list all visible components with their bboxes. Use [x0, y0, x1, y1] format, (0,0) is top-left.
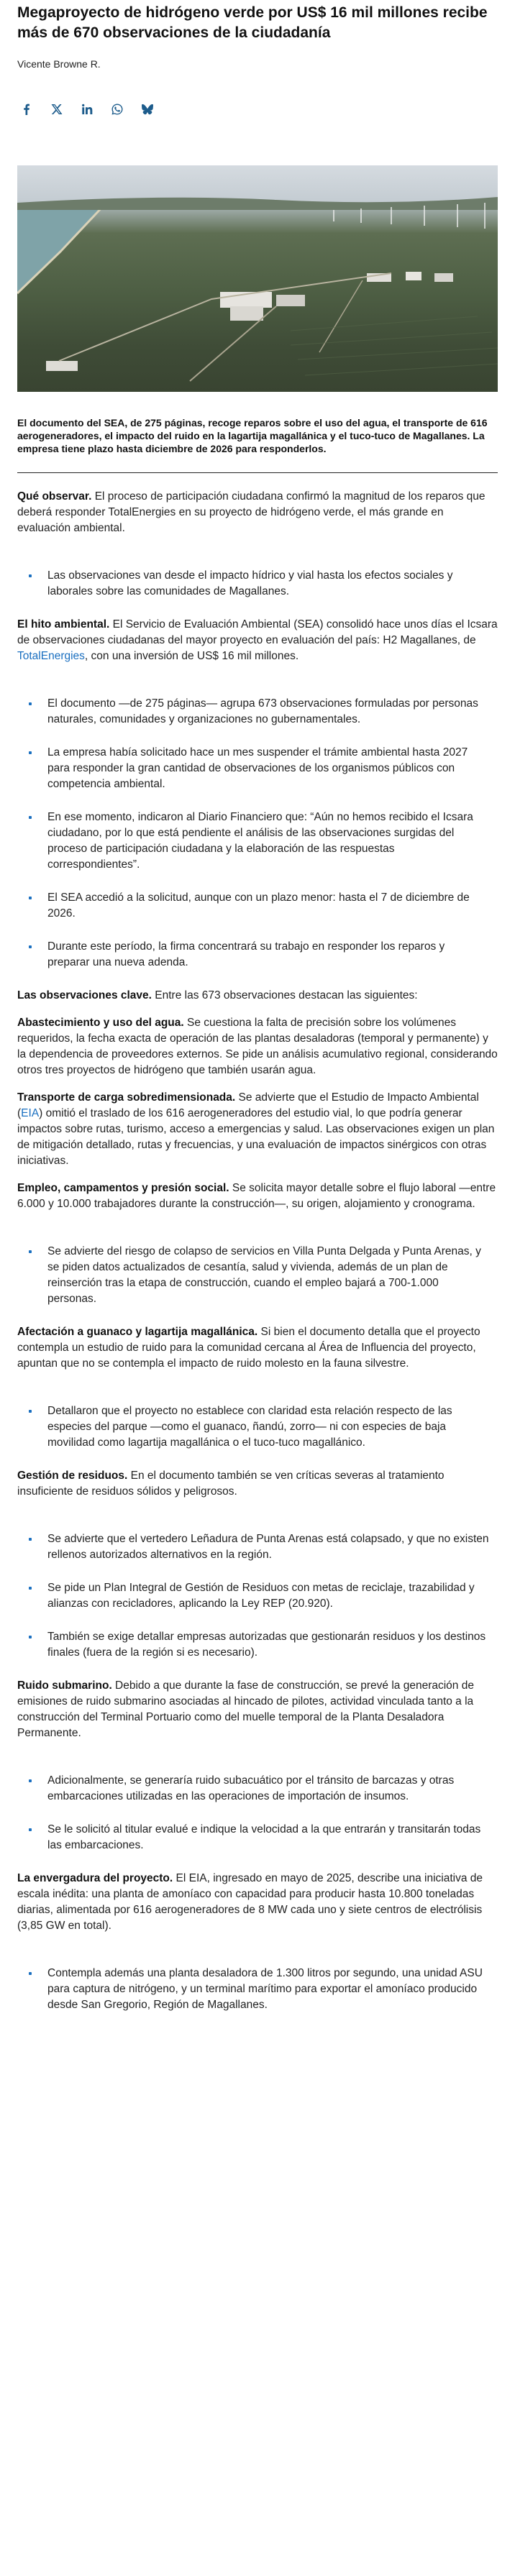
distant-hills — [17, 197, 498, 210]
paragraph-agua: Abastecimiento y uso del agua. Se cuestiona la falta de precisión sobre los volúmenes requeridos, la fecha exacta de operación de las plantas desaladoras (temporal y permanente) y la dependencia de proveedores externos. Se pide un análisis acumulativo regional, considerando otros tres proyectos de hidrógeno que también usarán agua. — [17, 1017, 498, 1076]
hero-image — [17, 165, 498, 392]
article-author: Vicente Browne R. — [17, 58, 101, 70]
paragraph-lead: Transporte de carga sobredimensionada. — [17, 1091, 236, 1104]
list-item: El SEA accedió a la solicitud, aunque con un plazo menor: hasta el 7 de diciembre de 2026. — [29, 890, 489, 922]
totalenergies-link[interactable]: TotalEnergies — [17, 650, 85, 662]
paragraph-lead: La envergadura del proyecto. — [17, 1872, 173, 1884]
eia-link[interactable]: EIA — [21, 1107, 40, 1119]
list-item: Se le solicitó al titular evalué e indique la velocidad a la que entrarán y transitarán todas las embarcaciones. — [29, 1822, 489, 1853]
whatsapp-share-button[interactable] — [108, 100, 127, 119]
bullet-list — [29, 696, 489, 971]
bluesky-icon — [142, 104, 153, 115]
paragraph-fauna: Afectación a guanaco y lagartija magallánica. Si bien el documento detalla que el proyecto contempla un estudio de ruido para la comunidad cercana al Área de Influencia del proyecto, apuntan que no se contempla el impacto de ruido molesto en la fauna silvestre. — [17, 1326, 480, 1370]
list-item: Las observaciones van desde el impacto hídrico y vial hasta los efectos sociales y laborales sobre las comunidades de Magallanes. — [29, 568, 489, 600]
paragraph-lead: Ruido submarino. — [17, 1679, 112, 1692]
access-road — [59, 273, 391, 361]
paragraph-hito-ambiental: El hito ambiental. El Servicio de Evaluación Ambiental (SEA) consolidó hace unos días el Icsara de observaciones ciudadanas del mayor proyecto en evaluación del país: H2 Magallanes, de TotalEnergies, con una inversión de US$ 16 mil millones. — [17, 618, 498, 662]
facebook-icon — [21, 104, 32, 115]
bluesky-share-button[interactable] — [138, 100, 157, 119]
paragraph-lead: Empleo, campamentos y presión social. — [17, 1182, 229, 1194]
paragraph-residuos: Gestión de residuos. En el documento también se ven críticas severas al tratamiento insuficiente de residuos sólidos y peligrosos. — [17, 1470, 445, 1498]
share-bar — [17, 100, 498, 119]
whatsapp-icon — [111, 104, 123, 115]
paragraph-empleo: Empleo, campamentos y presión social. Se solicita mayor detalle sobre el flujo laboral —entre 6.000 y 10.000 trabajadores durante la construcción—, su origen, alojamiento y cronograma. — [17, 1182, 496, 1210]
paragraph-ruido-submarino: Ruido submarino. Debido a que durante la fase de construcción, se prevé la generación de emisiones de ruido submarino asociadas al hincado de pilotes, actividad vinculada tanto a la construcción del Terminal Portuario como del muelle temporal de la Planta Desaladora Permanente. — [17, 1679, 474, 1739]
bullet-list — [29, 1966, 489, 2013]
list-item: Contempla además una planta desaladora de 1.300 litros por segundo, una unidad ASU para captura de nitrógeno, y un terminal marítimo para exportar el amoníaco producido desde San Gregorio, Región de Magallanes. — [29, 1966, 489, 2013]
bullet-list — [29, 1773, 489, 1853]
list-item: También se exige detallar empresas autorizadas que gestionarán residuos y los destinos finales (fuera de la región si es necesario). — [29, 1629, 489, 1661]
paragraph-lead: Afectación a guanaco y lagartija magallánica. — [17, 1326, 258, 1338]
linkedin-icon — [81, 104, 93, 115]
paragraph-lead: Abastecimiento y uso del agua. — [17, 1017, 184, 1029]
list-item: Adicionalmente, se generaría ruido subacuático por el tránsito de barcazas y otras embarcaciones utilizadas en las operaciones de importación de insumos. — [29, 1773, 489, 1805]
paragraph-observaciones-clave: Las observaciones clave. Entre las 673 observaciones destacan las siguientes: — [17, 989, 418, 1001]
image-caption: El documento del SEA, de 275 páginas, recoge reparos sobre el uso del agua, el transporte de 616 aerogeneradores, el impacto del ruido en la lagartija magallánica y el tuco-tuco de Magallanes. La empresa tiene plazo hasta diciembre de 2026 para responderlos. — [17, 416, 498, 473]
bullet-list — [29, 1403, 489, 1451]
facebook-share-button[interactable] — [17, 100, 36, 119]
paragraph-lead: Qué observar. — [17, 490, 92, 503]
bullet-list — [29, 1244, 489, 1307]
paragraph-envergadura: La envergadura del proyecto. El EIA, ingresado en mayo de 2025, describe una iniciativa de escala inédita: una planta de amoníaco con capacidad para producir hasta 10.800 toneladas diarias, alimentada por 616 aerogeneradores de 8 MW cada uno y siete centros de electrólisis (3,85 GW en total). — [17, 1872, 483, 1932]
list-item: La empresa había solicitado hace un mes suspender el trámite ambiental hasta 2027 para responder la gran cantidad de observaciones de los organismos públicos con competencia ambiental. — [29, 745, 489, 792]
bullet-list — [29, 1531, 489, 1661]
list-item: Se pide un Plan Integral de Gestión de Residuos con metas de reciclaje, trazabilidad y alianzas con recicladores, aplicando la Ley REP (20.920). — [29, 1580, 489, 1612]
paragraph-transporte: Transporte de carga sobredimensionada. Se advierte que el Estudio de Impacto Ambiental (EIA) omitió el traslado de los 616 aerogeneradores del estudio vial, lo que podría generar impactos sobre rutas, turismo, acceso a emergencias y salud. Las observaciones exigen un plan de mitigación detallado, rutas y frecuencias, y una evaluación de impactos sinérgicos con otras iniciativas. — [17, 1091, 495, 1167]
construction-pads — [46, 272, 453, 371]
linkedin-share-button[interactable] — [78, 100, 96, 119]
paragraph-lead: Las observaciones clave. — [17, 989, 152, 1001]
x-icon — [51, 104, 63, 115]
list-item: En ese momento, indicaron al Diario Financiero que: “Aún no hemos recibido el Icsara ciudadano, por lo que está pendiente el análisis de las observaciones surgidas del proceso de participación ciudadana y la elaboración de las respuestas correspondientes”. — [29, 810, 489, 873]
list-item: Se advierte del riesgo de colapso de servicios en Villa Punta Delgada y Punta Arenas, y se piden datos actualizados de cesantía, salud y vivienda, además de un plan de reinserción tras la etapa de construcción, cuando el empleo bajará a 700-1.000 personas. — [29, 1244, 489, 1307]
x-share-button[interactable] — [47, 100, 66, 119]
article-title: Megaproyecto de hidrógeno verde por US$ 16 mil millones recibe más de 670 observaciones de la ciudadanía — [17, 4, 488, 41]
list-item: El documento —de 275 páginas— agrupa 673 observaciones formuladas por personas naturales, comunidades y organizaciones no gubernamentales. — [29, 696, 489, 728]
bullet-list — [29, 568, 489, 600]
paragraph-lead: Gestión de residuos. — [17, 1470, 128, 1482]
list-item: Durante este período, la firma concentrará su trabajo en responder los reparos y preparar una nueva adenda. — [29, 939, 489, 971]
list-item: Se advierte que el vertedero Leñadura de Punta Arenas está colapsado, y que no existen rellenos autorizados alternativos en la región. — [29, 1531, 489, 1563]
list-item: Detallaron que el proyecto no establece con claridad esta relación respecto de las especies del parque —como el guanaco, ñandú, zorro— ni con especies de baja movilidad como lagartija magallánica o el tuco-tuco magallánico. — [29, 1403, 489, 1451]
paragraph-que-observar: Qué observar. El proceso de participación ciudadana confirmó la magnitud de los reparos que deberá responder TotalEnergies en su proyecto de hidrógeno verde, el más grande en evaluación ambiental. — [17, 490, 486, 534]
paragraph-lead: El hito ambiental. — [17, 618, 110, 631]
